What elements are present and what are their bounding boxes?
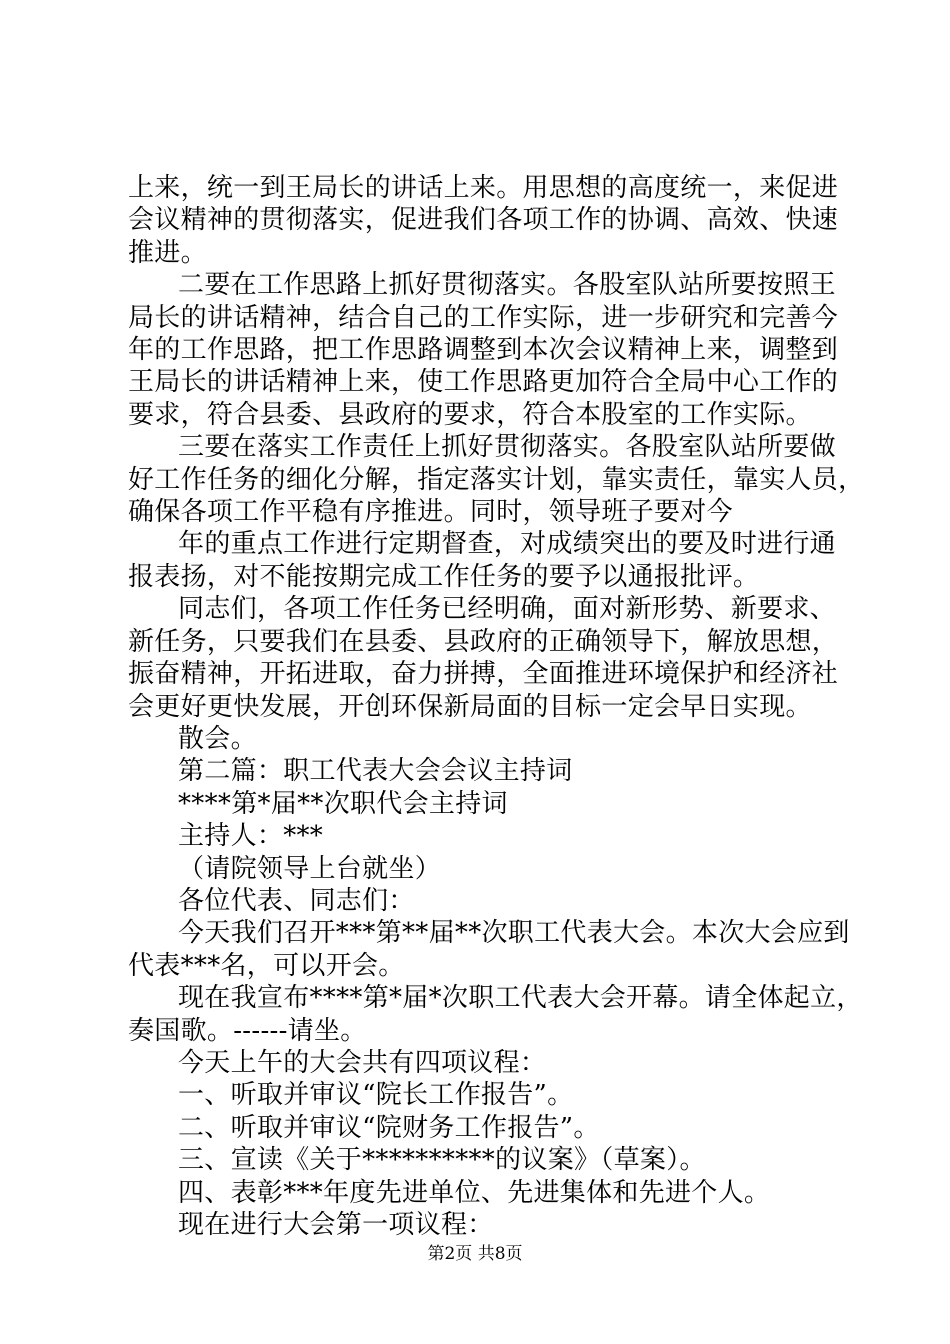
text-line: 现在进行大会第一项议程： xyxy=(178,1210,494,1240)
text-line: 二要在工作思路上抓好贯彻落实。各股室队站所要按照王 xyxy=(178,270,836,301)
text-line: 现在我宣布****第*届*次职工代表大会开幕。请全体起立， xyxy=(178,983,863,1014)
text-line: 王局长的讲话精神上来，使工作思路更加符合全局中心工作的 xyxy=(128,367,839,398)
text-line: ****第*届**次职代会主持词 xyxy=(178,788,508,819)
text-line: 要求，符合县委、县政府的要求，符合本股室的工作实际。 xyxy=(128,399,812,430)
text-line: 今天上午的大会共有四项议程： xyxy=(178,1047,547,1078)
text-line: 上来，统一到王局长的讲话上来。用思想的高度统一，来促进 xyxy=(128,173,839,203)
text-line: 代表***名，可以开会。 xyxy=(128,950,405,981)
text-line: 好工作任务的细化分解，指定落实计划，靠实责任，靠实人员， xyxy=(128,464,865,495)
text-line: 二、听取并审议“院财务工作报告”。 xyxy=(178,1112,600,1143)
text-line: 三要在落实工作责任上抓好贯彻落实。各股室队站所要做 xyxy=(178,432,836,463)
text-line: 一、听取并审议“院长工作报告”。 xyxy=(178,1080,574,1111)
text-line: 年的重点工作进行定期督查，对成绩突出的要及时进行通 xyxy=(178,529,836,560)
text-line: 主持人：*** xyxy=(178,821,324,852)
text-line: 第二篇：职工代表大会会议主持词 xyxy=(178,756,573,787)
text-line: 报表扬，对不能按期完成工作任务的要予以通报批评。 xyxy=(128,561,760,592)
text-line: 各位代表、同志们： xyxy=(178,885,415,916)
text-line: 振奋精神，开拓进取，奋力拼搏，全面推进环境保护和经济社 xyxy=(128,659,839,690)
text-line: 四、表彰***年度先进单位、先进集体和先进个人。 xyxy=(178,1177,771,1208)
text-line: 会议精神的贯彻落实，促进我们各项工作的协调、高效、快速 xyxy=(128,205,839,236)
text-line: 会更好更快发展，开创环保新局面的目标一定会早日实现。 xyxy=(128,691,812,722)
text-line: 新任务，只要我们在县委、县政府的正确领导下，解放思想， xyxy=(128,626,839,657)
text-line: 局长的讲话精神，结合自己的工作实际，进一步研究和完善今 xyxy=(128,302,839,333)
text-line: （请院领导上台就坐） xyxy=(178,853,442,884)
text-line: 同志们，各项工作任务已经明确，面对新形势、新要求、 xyxy=(178,594,836,625)
text-line: 散会。 xyxy=(178,723,257,754)
text-line: 年的工作思路，把工作思路调整到本次会议精神上来，调整到 xyxy=(128,335,839,366)
document-body xyxy=(128,172,865,1241)
page-number-footer: 第2页 共8页 xyxy=(427,1244,523,1264)
text-line: 奏国歌。------请坐。 xyxy=(128,1015,367,1046)
text-line: 三、宣读《关于**********的议案》（草案）。 xyxy=(178,1145,706,1176)
text-line: 今天我们召开***第**届**次职工代表大会。本次大会应到 xyxy=(178,918,850,949)
text-line: 确保各项工作平稳有序推进。同时，领导班子要对今 xyxy=(128,497,733,528)
text-line: 推进。 xyxy=(128,237,207,268)
